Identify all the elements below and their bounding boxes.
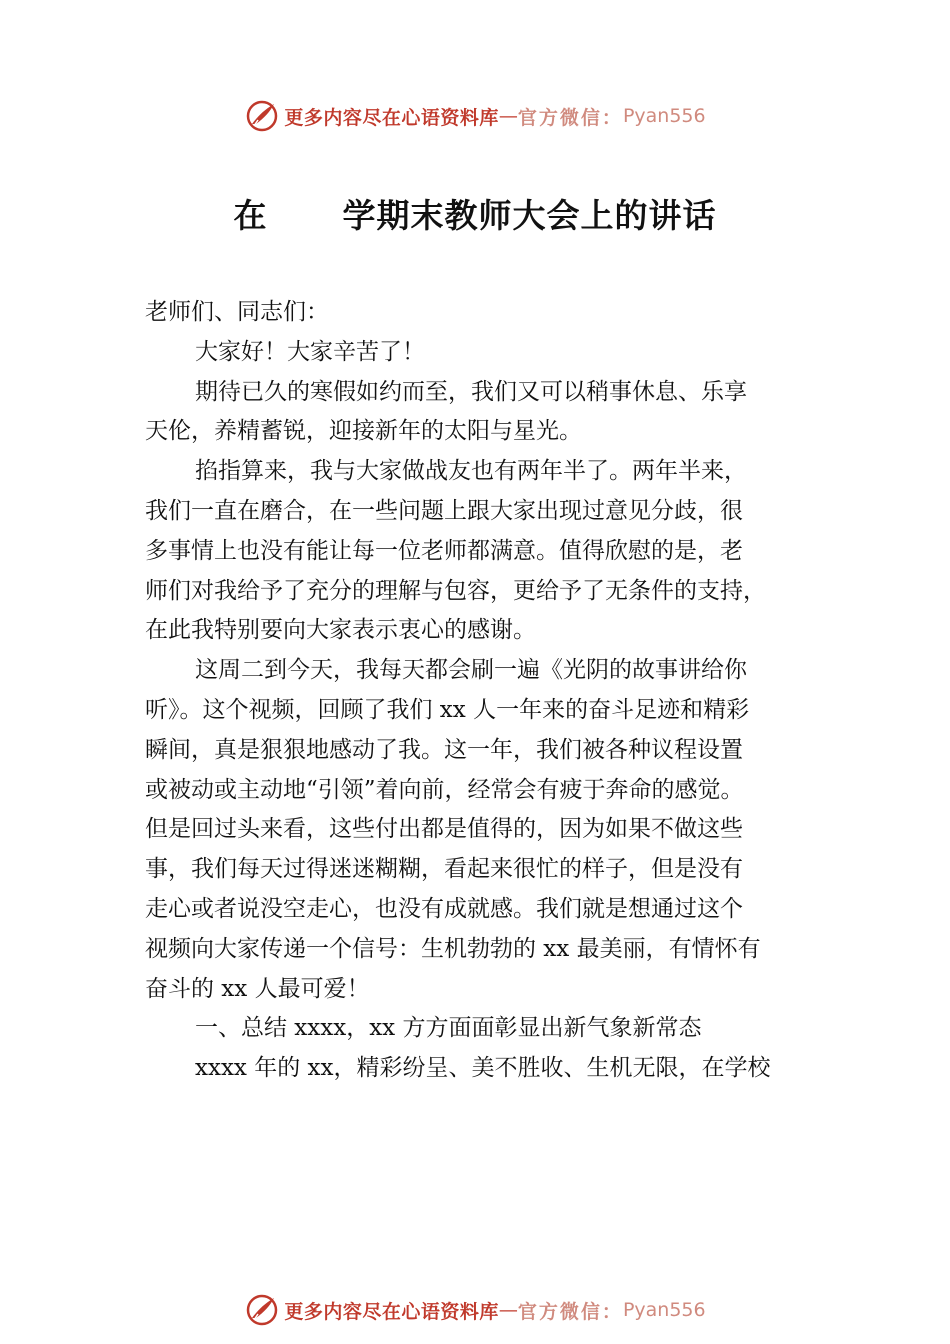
section-heading: 一、总结 xxxx，xx 方方面面彰显出新气象新常态: [195, 1015, 702, 1042]
body-line: 我们一直在磨合，在一些问题上跟大家出现过意见分歧，很: [145, 497, 743, 524]
watermark-text: 更多内容尽在心语资料库: [284, 1300, 499, 1323]
watermark-handle: Pyan556: [622, 1299, 706, 1321]
body-line: 事，我们每天过得迷迷糊糊，看起来很忙的样子，但是没有: [145, 856, 743, 883]
watermark-dash: —: [498, 105, 518, 127]
watermark-dash: —: [498, 1299, 518, 1321]
watermark-official: 官方微信：: [517, 106, 623, 129]
body-line: 多事情上也没有能让每一位老师都满意。值得欣慰的是，老: [145, 537, 743, 564]
quill-logo-icon: [244, 1292, 280, 1328]
quill-logo-icon: [244, 98, 280, 134]
document-body: [145, 293, 835, 1089]
body-line: 在此我特别要向大家表示衷心的感谢。: [145, 617, 536, 644]
body-line: 师们对我给予了充分的理解与包容，更给予了无条件的支持，: [145, 577, 766, 604]
watermark-handle: Pyan556: [622, 105, 706, 127]
watermark-official: 官方微信：: [517, 1300, 623, 1323]
body-line: 老师们、同志们：: [145, 299, 329, 325]
document-title: 在 学期末教师大会上的讲话: [233, 196, 717, 235]
body-line: 听》。这个视频，回顾了我们 xx 人一年来的奋斗足迹和精彩: [145, 696, 750, 723]
body-line: 这周二到今天，我每天都会刷一遍《光阴的故事讲给你: [195, 657, 747, 684]
footer-watermark: [0, 1290, 950, 1330]
body-line: 掐指算来，我与大家做战友也有两年半了。两年半来，: [195, 458, 747, 485]
body-line: 期待已久的寒假如约而至，我们又可以稍事休息、乐享: [195, 378, 747, 405]
body-line: 天伦，养精蓄锐，迎接新年的太阳与星光。: [145, 418, 582, 445]
body-line: 瞬间，真是狠狠地感动了我。这一年，我们被各种议程设置: [145, 736, 743, 763]
body-line: 走心或者说没空走心，也没有成就感。我们就是想通过这个: [145, 895, 743, 922]
body-line: xxxx 年的 xx，精彩纷呈、美不胜收、生机无限，在学校: [195, 1055, 771, 1082]
body-line: 或被动或主动地“引领”着向前，经常会有疲于奔命的感觉。: [145, 776, 744, 803]
body-line: 大家好！大家辛苦了！: [195, 338, 425, 365]
header-watermark: [0, 96, 950, 136]
body-line: 但是回过头来看，这些付出都是值得的，因为如果不做这些: [145, 816, 743, 843]
body-line: 奋斗的 xx 人最可爱！: [145, 975, 370, 1002]
body-line: 视频向大家传递一个信号：生机勃勃的 xx 最美丽，有情怀有: [145, 935, 761, 962]
watermark-text: 更多内容尽在心语资料库: [284, 106, 499, 129]
